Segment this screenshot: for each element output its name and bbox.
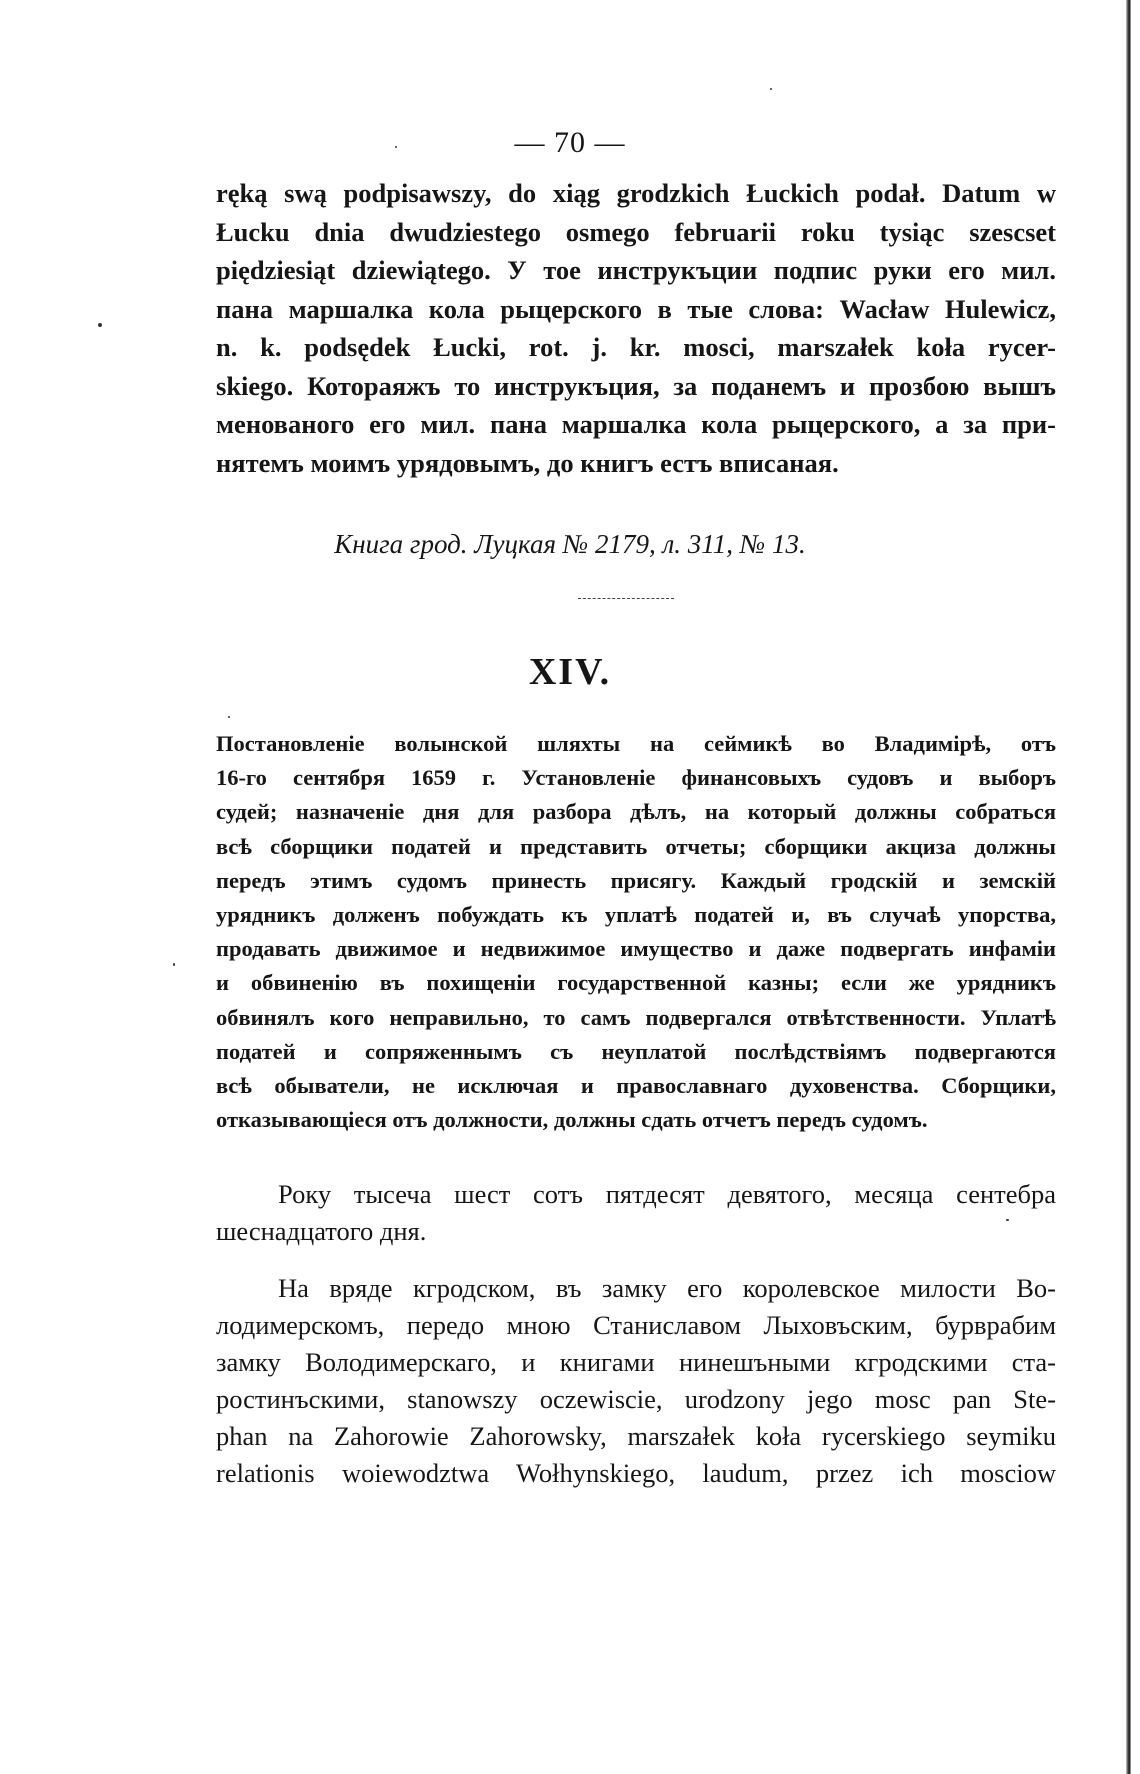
section-divider	[578, 598, 674, 599]
text-line: skiego. Котораяжъ то инструкъция, за поданемъ и прозбою вышъ	[216, 370, 1056, 401]
text-line: n. k. podsędek Łucki, rot. j. kr. mosci, marszałek koła rycer-	[216, 332, 1056, 362]
source-citation: Книга грод. Луцкая № 2179, л. 311, № 13.	[334, 529, 806, 559]
text-line: ręką swą podpisawszy, do xiąg grodzkich Łuckich podał. Datum w	[216, 178, 1056, 208]
summary-line: обвинялъ кого неправильно, то самъ подвергался отвѣтственности. Уплатѣ	[216, 1004, 1056, 1030]
page-edge-shadow	[1126, 0, 1131, 1774]
page-number: — 70 —	[514, 126, 626, 159]
summary-line: продавать движимое и недвижимое имущество и даже подвергать инфаміи	[216, 936, 1056, 962]
text-line: На вряде кгродском, въ замку его королевское милости Во-	[278, 1273, 1056, 1303]
text-line: Łucku dnia dwudziestego osmego februarii roku tysiąc szescset	[216, 216, 1056, 247]
summary-line: передъ этимъ судомъ принесть присягу. Каждый гродскій и земскій	[216, 867, 1056, 893]
section-number: XIV.	[528, 651, 612, 693]
summary-line: отказывающіеся отъ должности, должны сдать отчетъ передъ судомъ.	[216, 1107, 928, 1133]
summary-line: и обвиненію въ похищеніи государственной казны; если же урядникъ	[216, 970, 1056, 996]
summary-line: судей; назначеніе дня для разбора дѣлъ, на который должны собраться	[216, 799, 1056, 825]
text-line: Року тысеча шест сотъ пятдесят девятого, месяца сентебра	[278, 1179, 1056, 1209]
scan-speck	[228, 716, 230, 718]
scan-speck	[1006, 1219, 1009, 1221]
top-paragraph	[216, 174, 1056, 482]
summary-line: податей и сопряженнымъ съ неуплатой послѣдствіямъ подвергаются	[216, 1038, 1056, 1064]
text-line: лодимерскомъ, передо мною Станиславом Лыховъским, бурврабим	[216, 1310, 1056, 1340]
scan-speck	[770, 88, 772, 90]
date-paragraph	[216, 1176, 1056, 1250]
text-line: нятемъ моимъ урядовымъ, до книгъ естъ вписаная.	[216, 447, 839, 478]
text-line: пана маршалка кола рыцерского в тые слова: Wacław Hulewicz,	[216, 293, 1056, 324]
text-line: замку Володимерскаго, и книгами нинешъными кгродскими ста-	[216, 1347, 1056, 1377]
text-line: phan na Zahorowie Zahorowsky, marszałek koła rycerskiego seymiku	[216, 1421, 1056, 1451]
summary-line: всѣ обыватели, не исключая и православнаго духовенства. Сборщики,	[216, 1073, 1056, 1099]
text-line: piędziesiąt dziewiątego. У тое инструкъции подпис руки его мил.	[216, 255, 1056, 285]
document-summary	[216, 727, 1056, 1137]
scan-speck	[395, 146, 397, 148]
scan-speck	[98, 323, 102, 327]
text-line: менованого его мил. пана маршалка кола рыцерского, а за при-	[216, 409, 1056, 439]
summary-line: урядникъ долженъ побуждать къ уплатѣ податей и, въ случаѣ упорства,	[216, 902, 1056, 928]
scan-speck	[173, 963, 175, 966]
summary-line: всѣ сборщики податей и представить отчеты; сборщики акциза должны	[216, 833, 1056, 859]
summary-line: 16-го сентября 1659 г. Установленіе финансовыхъ судовъ и выборъ	[216, 765, 1056, 791]
text-line: шеснадцатого дня.	[216, 1216, 427, 1246]
text-line: ростинъскими, stanowszy oczewiscie, urodzony jego mosc pan Ste-	[216, 1384, 1056, 1414]
text-line: relationis woiewodztwa Wołhynskiego, laudum, przez ich mosciow	[216, 1458, 1056, 1488]
main-paragraph	[216, 1270, 1056, 1492]
summary-line: Постановленіе волынской шляхты на сеймикѣ во Владимірѣ, отъ	[216, 731, 1056, 756]
